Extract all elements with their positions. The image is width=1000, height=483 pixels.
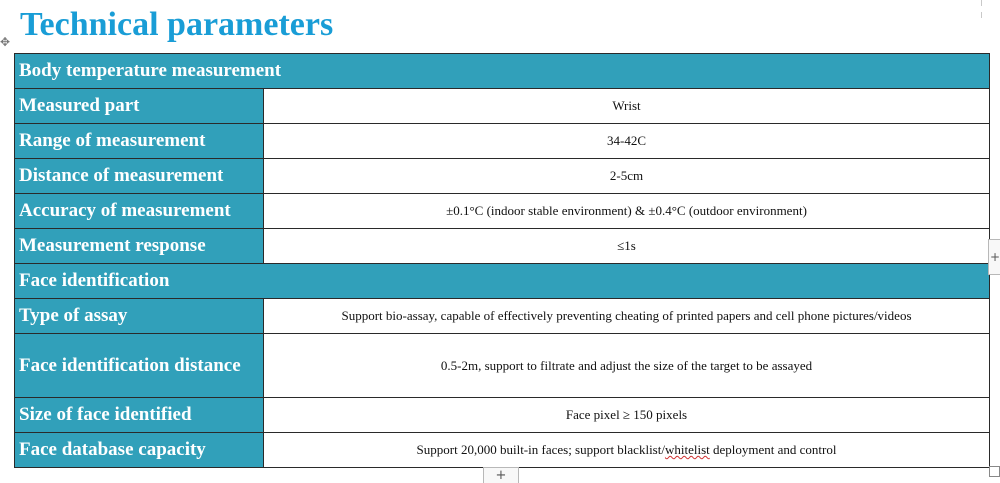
param-label: Measured part [15, 89, 264, 124]
table-row [15, 299, 990, 334]
section-row-body-temperature [15, 54, 990, 89]
param-label: Measurement response [15, 229, 264, 264]
param-label: Face database capacity [15, 433, 264, 468]
table-row [15, 398, 990, 433]
table-row [15, 194, 990, 229]
section-heading: Body temperature measurement [15, 54, 990, 89]
param-value: Face pixel ≥ 150 pixels [264, 398, 990, 433]
add-column-plus-icon[interactable]: + [988, 239, 1000, 275]
param-label: Range of measurement [15, 124, 264, 159]
table-row [15, 334, 990, 398]
param-value: ±0.1°C (indoor stable environment) & ±0.4°C (outdoor environment) [264, 194, 990, 229]
param-value: 34-42C [264, 124, 990, 159]
param-label: Distance of measurement [15, 159, 264, 194]
param-value: Wrist [264, 89, 990, 124]
param-value: ≤1s [264, 229, 990, 264]
param-value: 0.5-2m, support to filtrate and adjust the size of the target to be assayed [264, 334, 990, 398]
table-resize-handle[interactable] [989, 466, 1000, 477]
table-move-icon[interactable]: ✥ [0, 35, 11, 49]
page-title: Technical parameters [20, 6, 334, 43]
param-value [264, 433, 990, 468]
table-row [15, 159, 990, 194]
table-row [15, 124, 990, 159]
param-label: Face identification distance [15, 334, 264, 398]
right-edge-mark-bottom [981, 12, 982, 18]
value-text: Support 20,000 built-in faces; support blacklist/ [416, 442, 665, 457]
section-row-face-identification [15, 264, 990, 299]
table-row [15, 433, 990, 468]
spellcheck-flagged-word[interactable]: whitelist [664, 442, 710, 457]
table-row [15, 89, 990, 124]
param-value: Support bio-assay, capable of effectively preventing cheating of printed papers and cell phone pictures/videos [264, 299, 990, 334]
right-edge-mark-top [981, 0, 982, 6]
add-row-plus-icon[interactable]: + [483, 467, 519, 483]
param-label: Size of face identified [15, 398, 264, 433]
param-value: 2-5cm [264, 159, 990, 194]
section-heading: Face identification [15, 264, 990, 299]
value-text: deployment and control [709, 442, 837, 457]
table-row [15, 229, 990, 264]
technical-parameters-table [14, 53, 990, 468]
param-label: Type of assay [15, 299, 264, 334]
param-label: Accuracy of measurement [15, 194, 264, 229]
